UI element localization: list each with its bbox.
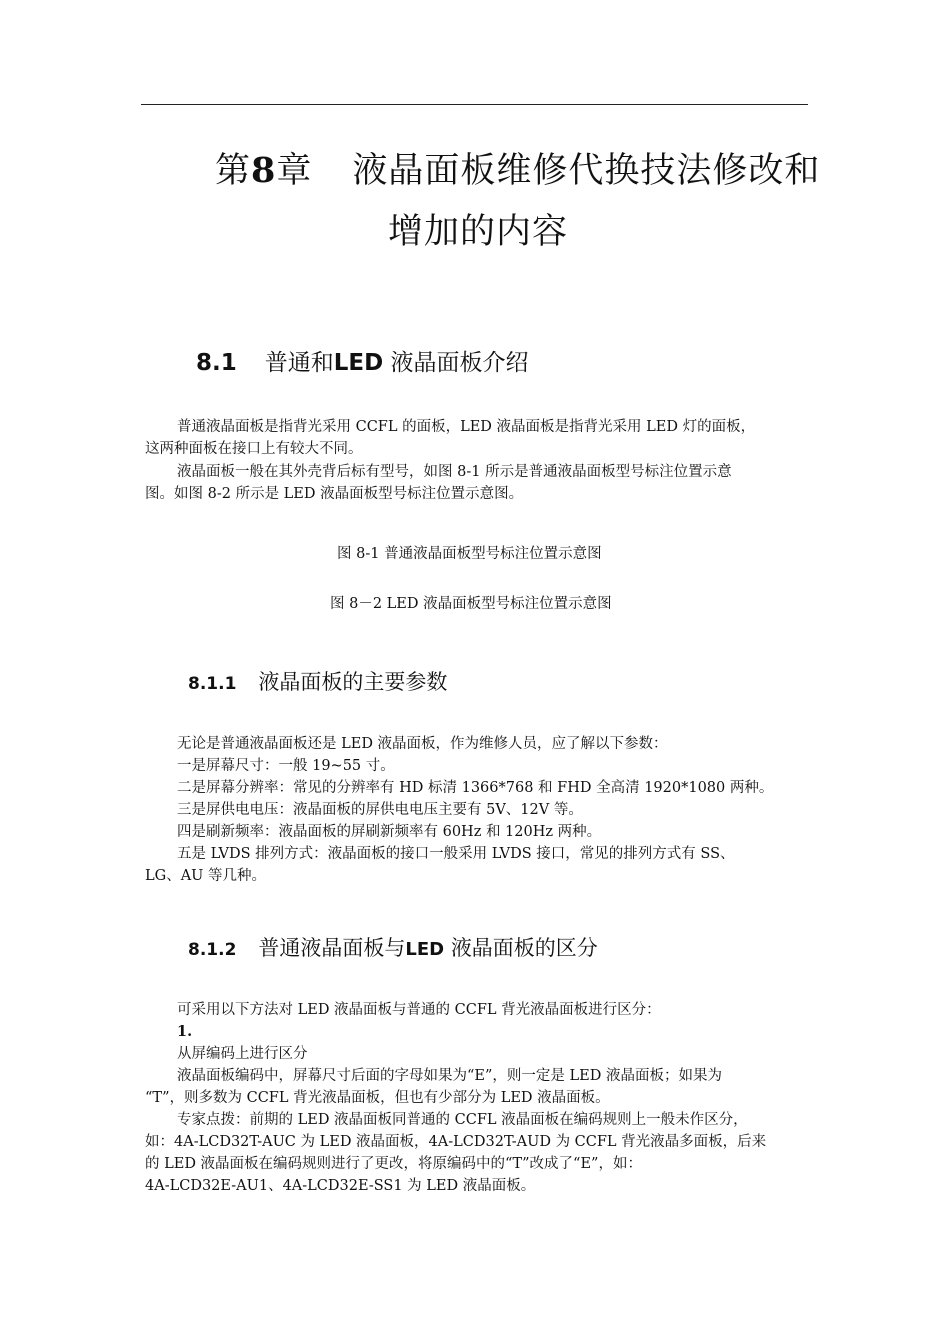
paragraph-8-1-p1: 普通液晶面板是指背光采用 CCFL 的面板，LED 液晶面板是指背光采用 LED 灯的面板， 这两种面板在接口上有较大不同。 (145, 419, 756, 457)
paragraph-8-1-1 (145, 733, 807, 887)
chapter-title-line2: 增加的内容 (388, 212, 569, 252)
list-item: 无论是普通液晶面板还是 LED 液晶面板，作为维修人员，应了解以下参数： (177, 736, 668, 752)
paragraph-8-1-2: 可采用以下方法对 LED 液晶面板与普通的 CCFL 背光液晶面板进行区分： 1. 从屏编码上进行区分 液晶面板编码中，屏幕尺寸后面的字母如果为“E”，则一定是 LED 液晶面板；如果为 “T”，则多数为 CCFL 背光液晶面板，但也有少部分为 LED 液晶面板。 专家点拨：前期的 LED 液晶面板同普通的 CCFL 液晶面板在编码规则上一般未作区分， 如：4A-LCD32T-AUC 为 LED 液晶面板，4A-LCD32T-AUD 为 CCFL 背光液晶多面板，后来 的 LED 液晶面板在编码规则进行了更改，将原编码中的“T”改成了“E”，如： 4A-LCD32E-AU1、4A-LCD32E-SS1 为 LED 液晶面板。 (145, 1002, 767, 1194)
list-item: 二是屏幕分辨率：常见的分辨率有 HD 标清 1366*768 和 FHD 全高清 1920*1080 两种。 (177, 780, 774, 796)
list-item: 三是屏供电电压：液晶面板的屏供电电压主要有 5V、12V 等。 (177, 802, 583, 818)
figure-caption-8-2: 图 8－2 LED 液晶面板型号标注位置示意图 (330, 596, 612, 612)
section-heading-8-1-1: 8.1.1 液晶面板的主要参数 (188, 670, 448, 694)
list-item: 四是刷新频率：液晶面板的屏刷新频率有 60Hz 和 120Hz 两种。 (177, 824, 602, 840)
list-item: 五是 LVDS 排列方式：液晶面板的接口一般采用 LVDS 接口，常见的排列方式有 SS、 (177, 846, 735, 862)
figure-caption-8-1: 图 8-1 普通液晶面板型号标注位置示意图 (337, 546, 602, 562)
section-heading-8-1: 8.1 普通和LED 液晶面板介绍 (196, 350, 529, 376)
section-heading-8-1-2: 8.1.2 普通液晶面板与LED 液晶面板的区分 (188, 936, 598, 960)
chapter-title-line1: 第8章 液晶面板维修代换技法修改和 (215, 150, 821, 191)
list-item: LG、AU 等几种。 (145, 868, 267, 884)
header-rule (141, 104, 808, 105)
paragraph-8-1-p2: 液晶面板一般在其外壳背后标有型号，如图 8-1 所示是普通液晶面板型号标注位置示意 图。如图 8-2 所示是 LED 液晶面板型号标注位置示意图。 (145, 464, 732, 502)
list-item: 一是屏幕尺寸：一般 19~55 寸。 (177, 758, 395, 774)
